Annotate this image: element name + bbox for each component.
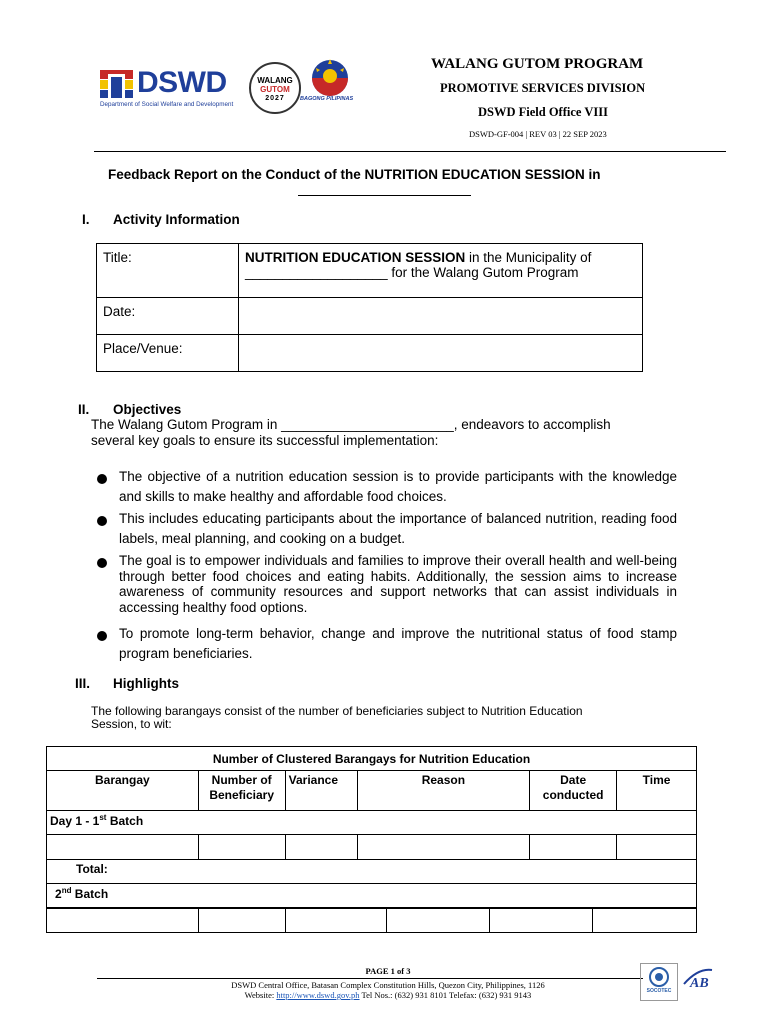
walang-gutom-logo: [249, 62, 301, 114]
socotec-text: SOCOTEC: [646, 988, 672, 994]
col-header-barangay: Barangay: [47, 771, 199, 811]
day1-label: Day 1 - 1: [50, 814, 100, 828]
table-cell[interactable]: [47, 909, 199, 933]
objective-bullet-1: [97, 467, 677, 507]
table-cell[interactable]: [198, 909, 285, 933]
form-code: DSWD-GF-004 | REV 03 | 22 SEP 2023: [469, 129, 607, 139]
section-3-number: III.: [75, 676, 91, 691]
barangay-table: [46, 746, 697, 908]
title-label: Title:: [97, 244, 239, 298]
section-3-title: Highlights: [113, 676, 179, 691]
day1-batch: Batch: [106, 814, 144, 828]
uk-accreditation-logo: [682, 966, 714, 1000]
col-header-variance: Variance: [285, 771, 357, 811]
wg-logo-line3: 2027: [265, 95, 285, 102]
bullet-dot-icon: [97, 516, 107, 526]
program-title: WALANG GUTOM PROGRAM: [431, 56, 644, 72]
batch2-row: [47, 884, 697, 908]
title-value-line2: ___________________ for the Walang Gutom Program: [245, 265, 579, 280]
bullet-dot-icon: [97, 631, 107, 641]
table-cell[interactable]: [387, 909, 490, 933]
title-blank-line: [298, 195, 471, 196]
header-divider: [94, 151, 726, 152]
dswd-emblem-icon: [100, 70, 133, 98]
table-cell[interactable]: [198, 835, 285, 860]
batch2-num: 2: [55, 887, 62, 901]
section-1-number: I.: [82, 212, 90, 227]
day1-sup: st: [99, 813, 107, 822]
section-2-title: Objectives: [113, 402, 182, 417]
col-header-reason: Reason: [357, 771, 530, 811]
title-value[interactable]: [239, 244, 643, 298]
website-link[interactable]: http://www.dswd.gov.ph: [276, 990, 360, 1000]
day1-batch-row: [47, 811, 697, 835]
objective-bullet-2: [97, 509, 677, 549]
dswd-wordmark: DSWD: [137, 66, 227, 99]
socotec-cert-logo: [640, 963, 678, 1001]
venue-value[interactable]: [239, 335, 643, 372]
page-number: PAGE 1 of 3: [365, 966, 411, 976]
bagong-pilipinas-text: BAGONG PILIPINAS: [300, 96, 354, 102]
date-value[interactable]: [239, 298, 643, 335]
table-row: [47, 835, 697, 860]
table-cell[interactable]: [490, 909, 593, 933]
contact-numbers: Tel Nos.: (632) 931 8101 Telefax: (632) 931 9143: [359, 990, 532, 1000]
batch2-label: Batch: [71, 887, 109, 901]
bullet-dot-icon: [97, 558, 107, 568]
table-cell[interactable]: [285, 835, 357, 860]
certification-seal-icon: [641, 966, 677, 988]
dswd-logo: [100, 68, 245, 110]
office-title: DSWD Field Office VIII: [478, 105, 608, 119]
col-header-time: Time: [617, 771, 697, 811]
objective-bullet-3: [97, 551, 677, 621]
table-cell[interactable]: [593, 909, 697, 933]
col-header-beneficiary: Number of Beneficiary: [198, 771, 285, 811]
total-row: Total:: [47, 860, 697, 884]
section-2-number: II.: [78, 402, 90, 417]
division-title: PROMOTIVE SERVICES DIVISION: [440, 81, 646, 95]
date-label: Date:: [97, 298, 239, 335]
objective-text-1: The objective of a nutrition education session is to provide participants with the knowledge and skills to make healthy and affordable food choices.: [119, 469, 677, 504]
batch2-sup: nd: [61, 886, 72, 895]
objectives-intro-line2: several key goals to ensure its successful implementation:: [91, 433, 439, 448]
title-value-rest: in the Municipality of: [465, 250, 592, 265]
col-header-date: Date conducted: [530, 771, 617, 811]
objectives-intro-line1: The Walang Gutom Program in _______________________, endeavors to accomplish: [91, 417, 611, 432]
table-cell[interactable]: [357, 835, 530, 860]
table-cell[interactable]: [47, 835, 199, 860]
wg-logo-line2: GUTOM: [260, 85, 290, 94]
footer-divider: [97, 978, 643, 979]
table-row: [47, 909, 697, 933]
section-1-title: Activity Information: [113, 212, 240, 227]
venue-label: Place/Venue:: [97, 335, 239, 372]
activity-info-table: [96, 243, 643, 372]
dswd-tagline: Department of Social Welfare and Development: [100, 101, 234, 108]
bullet-dot-icon: [97, 474, 107, 484]
objective-text-4: To promote long-term behavior, change and improve the nutritional status of food stamp program beneficiaries.: [119, 626, 677, 661]
table-cell[interactable]: [285, 909, 387, 933]
table-cell[interactable]: [530, 835, 617, 860]
batch2-table: [46, 908, 697, 933]
objective-text-2: This includes educating participants about the importance of balanced nutrition, reading food labels, meal planning, and cooking on a budget.: [119, 511, 677, 546]
footer-address: DSWD Central Office, Batasan Complex Constitution Hills, Quezon City, Philippines, 1126: [231, 980, 545, 990]
highlights-intro-line1: The following barangays consist of the number of beneficiaries subject to Nutrition Education: [91, 704, 583, 718]
title-value-bold: NUTRITION EDUCATION SESSION: [245, 250, 466, 265]
website-label: Website:: [244, 990, 277, 1000]
highlights-intro-line2: Session, to wit:: [91, 717, 172, 731]
wg-logo-line1: WALANG: [257, 76, 293, 85]
table-caption: Number of Clustered Barangays for Nutrition Education: [47, 747, 697, 771]
document-title: Feedback Report on the Conduct of the NUTRITION EDUCATION SESSION in: [108, 167, 601, 182]
objective-text-3: The goal is to empower individuals and families to improve their overall health and well-being through better food choices and eating habits. Additionally, the session aims to increase awareness of community resources and support networks that can assist individuals in accessing healthy food options.: [119, 553, 677, 615]
accreditation-text: AB: [690, 976, 709, 991]
objective-bullet-4: [97, 624, 677, 664]
table-cell[interactable]: [617, 835, 697, 860]
